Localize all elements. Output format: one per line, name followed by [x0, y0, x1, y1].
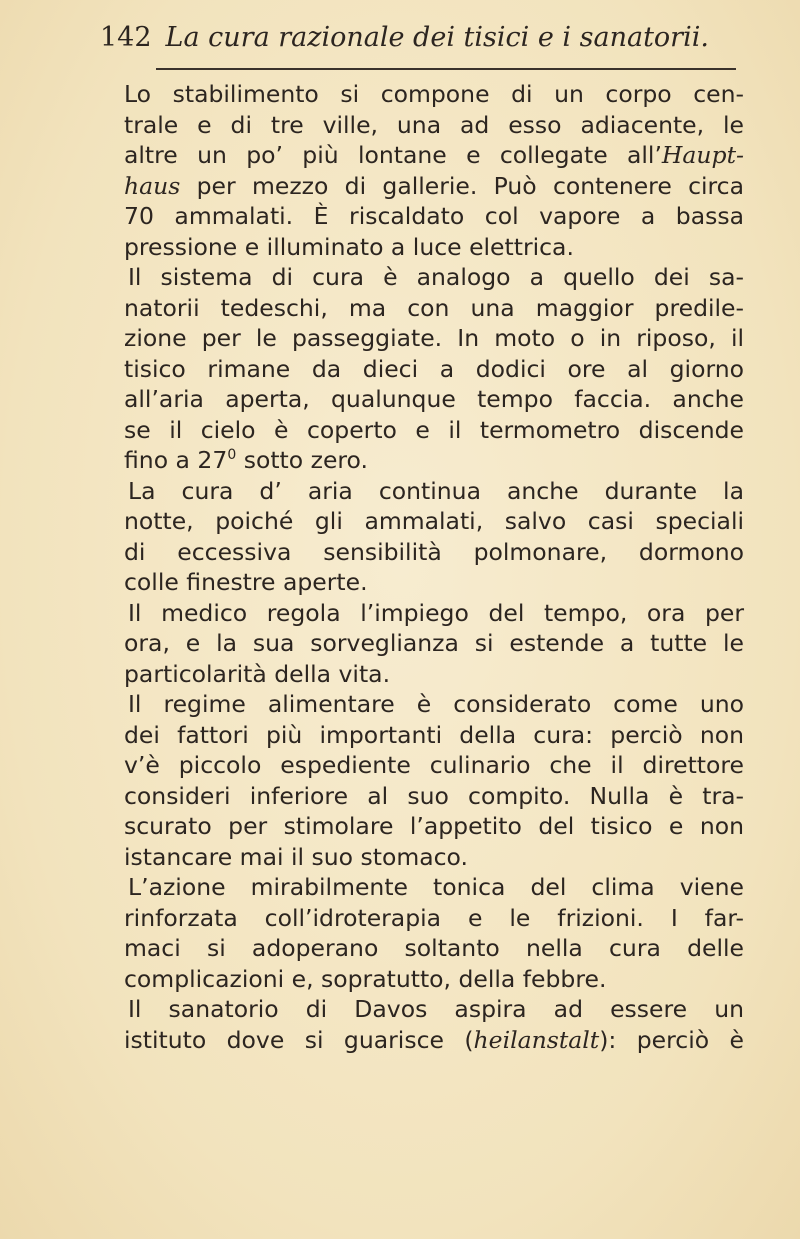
text-line: [124, 79, 744, 110]
text-segment: se il cielo è coperto e il termometro discende: [124, 415, 744, 444]
text-segment: ora, e la sua sorveglianza si estende a tutte le: [124, 629, 744, 658]
text-line: [124, 720, 744, 751]
text-segment: v’è piccolo espediente culinario che il direttore: [124, 751, 744, 780]
text-segment: per mezzo di gallerie. Può contenere circa: [180, 171, 744, 200]
running-title: La cura razionale dei tisici e i sanatorii.: [165, 22, 709, 53]
text-line: [124, 933, 744, 964]
italic-word: Haupt-: [661, 141, 744, 170]
text-line: [124, 323, 744, 354]
text-line: [124, 903, 744, 934]
text-line: [124, 964, 744, 995]
text-segment: Il sistema di cura è analogo a quello dei sa-: [128, 263, 744, 292]
text-segment: maci si adoperano soltanto nella cura delle: [124, 934, 744, 963]
text-line: [124, 171, 744, 202]
body-text: [124, 79, 744, 1056]
text-segment: Il sanatorio di Davos aspira ad essere un: [128, 995, 744, 1024]
text-segment: fino a 27: [124, 446, 228, 475]
running-header: [100, 18, 740, 58]
text-segment: particolarità della vita.: [124, 659, 391, 688]
text-line: [124, 750, 744, 781]
text-line: [124, 415, 744, 446]
text-line: [124, 201, 744, 232]
text-line: [124, 110, 744, 141]
text-segment: consideri inferiore al suo compito. Nulla è tra-: [124, 781, 744, 810]
text-line: [124, 506, 744, 537]
text-line: [124, 537, 744, 568]
text-line: [124, 567, 744, 598]
text-segment: L’azione mirabilmente tonica del clima viene: [128, 873, 744, 902]
text-line: [124, 598, 744, 629]
text-line: [124, 354, 744, 385]
text-segment: Il medico regola l’impiego del tempo, ora per: [128, 598, 744, 627]
text-line: [124, 476, 744, 507]
page-number: 142: [100, 22, 152, 53]
header-rule: [156, 68, 736, 70]
text-segment: 70 ammalati. È riscaldato col vapore a bassa: [124, 202, 744, 231]
text-segment: all’aria aperta, qualunque tempo faccia. anche: [124, 385, 744, 414]
italic-word: heilanstalt: [473, 1025, 600, 1054]
italic-word: haus: [124, 171, 181, 200]
text-segment: dei fattori più importanti della cura: perciò non: [124, 720, 744, 749]
text-segment: istituto dove si guarisce (: [124, 1025, 474, 1054]
text-segment: trale e di tre ville, una ad esso adiacente, le: [124, 110, 744, 139]
text-line: [124, 689, 744, 720]
text-segment: La cura d’ aria continua anche durante la: [128, 476, 744, 505]
text-line: [124, 781, 744, 812]
text-segment: Lo stabilimento si compone di un corpo cen-: [124, 80, 744, 108]
text-segment: rinforzata coll’idroterapia e le frizioni. I far-: [124, 903, 744, 932]
text-line: [124, 445, 744, 476]
text-segment: zione per le passeggiate. In moto o in riposo, il: [124, 324, 744, 353]
text-segment: di eccessiva sensibilità polmonare, dormono: [124, 537, 744, 566]
text-line: [124, 232, 744, 263]
text-segment: scurato per stimolare l’appetito del tisico e non: [124, 812, 744, 841]
text-line: [124, 1025, 744, 1056]
text-line: [124, 811, 744, 842]
text-segment: tisico rimane da dieci a dodici ore al giorno: [124, 354, 744, 383]
text-line: [124, 140, 744, 171]
text-line: [124, 384, 744, 415]
text-line: [124, 872, 744, 903]
text-segment: natorii tedeschi, ma con una maggior predile-: [124, 293, 744, 322]
text-line: [124, 293, 744, 324]
text-segment: colle finestre aperte.: [124, 568, 368, 597]
text-segment: altre un po’ più lontane e collegate all’: [124, 141, 662, 170]
text-line: [124, 659, 744, 690]
text-segment: Il regime alimentare è considerato come uno: [128, 690, 744, 719]
text-line: [124, 262, 744, 293]
text-segment: ): perciò è: [599, 1025, 744, 1054]
text-line: [124, 994, 744, 1025]
superscript: 0: [227, 447, 237, 464]
text-line: [124, 842, 744, 873]
text-segment: istancare mai il suo stomaco.: [124, 842, 468, 871]
text-segment: sotto zero.: [236, 446, 368, 475]
text-segment: pressione e illuminato a luce elettrica.: [124, 232, 574, 261]
text-line: [124, 628, 744, 659]
text-segment: notte, poiché gli ammalati, salvo casi speciali: [124, 507, 744, 536]
text-segment: complicazioni e, sopratutto, della febbre.: [124, 964, 607, 993]
